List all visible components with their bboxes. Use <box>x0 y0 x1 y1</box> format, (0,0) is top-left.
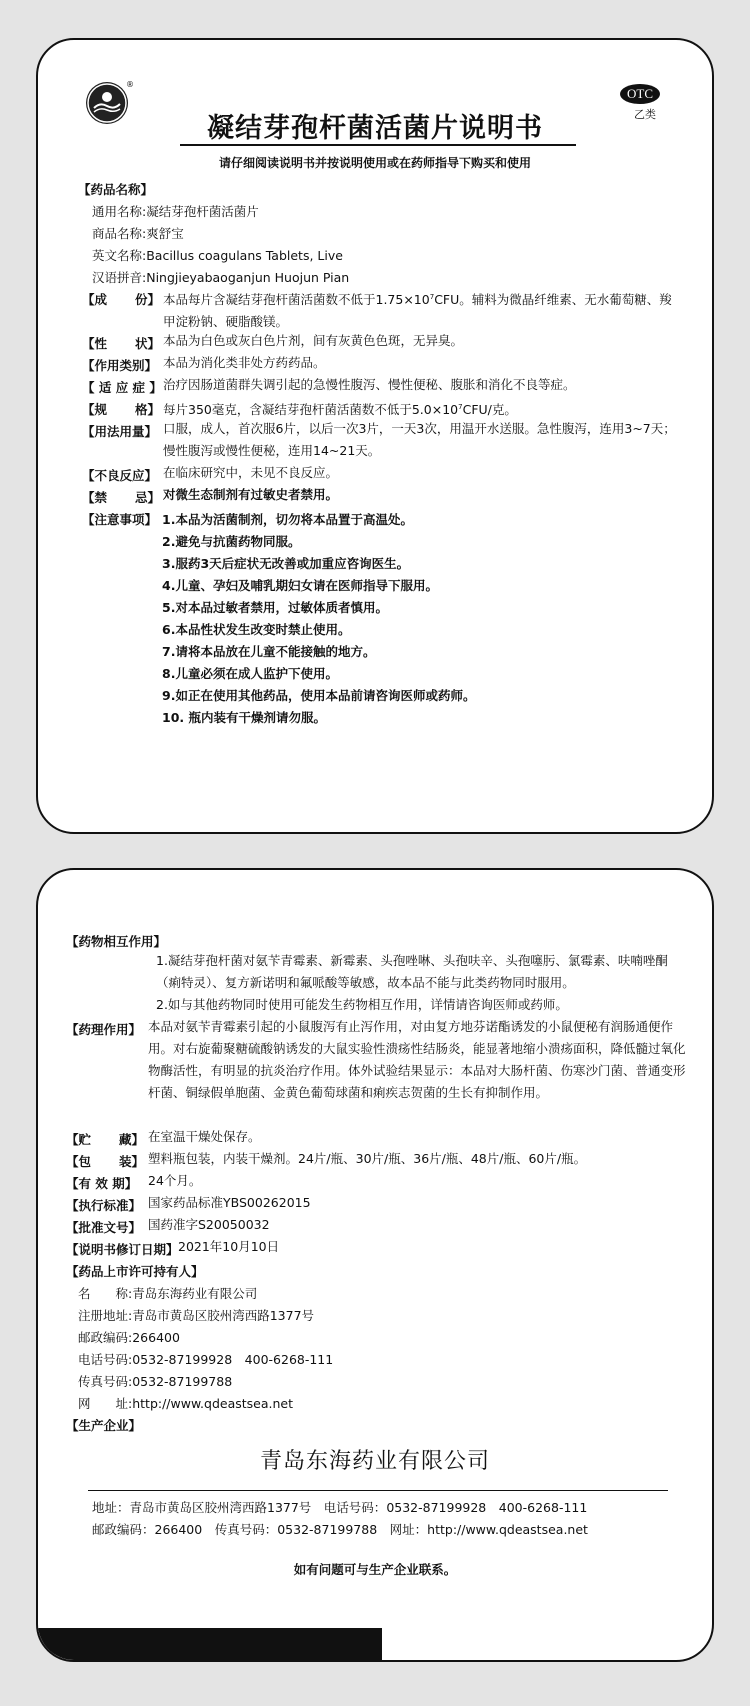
holder-heading: 【药品上市许可持有人】 <box>66 1264 204 1279</box>
approval-text: 国药准字S20050032 <box>148 1217 270 1232</box>
dosage-text: 口服，成人，首次服6片，以后一次3片，一天3次，用温开水送服。急性腹泻，连用3~7天；慢性腹泻或慢性便秘，连用14~21天。 <box>163 421 676 458</box>
interactions-text-1: 1.凝结芽孢杆菌对氨苄青霉素、新霉素、头孢唑啉、头孢呋辛、头孢噻肟、氯霉素、呋喃唑酮（痢特灵）、复方新诺明和氟哌酸等敏感，故本品不能与此类药物同时服用。 <box>156 953 668 990</box>
category-text: 本品为消化类非处方药药品。 <box>163 355 326 370</box>
precaution-item: 8.儿童必须在成人监护下使用。 <box>162 666 338 681</box>
precaution-item: 10. 瓶内装有干燥剂请勿服。 <box>162 710 326 725</box>
title-divider <box>180 144 576 146</box>
package-label: 【包 装】 <box>66 1154 144 1169</box>
contraindications-label: 【禁 忌】 <box>82 490 160 505</box>
page-subtitle: 请仔细阅读说明书并按说明使用或在药师指导下购买和使用 <box>218 156 531 170</box>
holder-phone: 电话号码:0532-87199928 400-6268-111 <box>78 1352 334 1367</box>
precaution-item: 9.如正在使用其他药品，使用本品前请咨询医师或药师。 <box>162 688 476 703</box>
validity-text: 24个月。 <box>148 1173 202 1188</box>
otc-class-label: 乙类 <box>634 108 656 121</box>
precaution-item: 6.本品性状发生改变时禁止使用。 <box>162 622 351 637</box>
holder-postcode: 邮政编码:266400 <box>78 1330 180 1345</box>
precaution-item: 4.儿童、孕妇及哺乳期妇女请在医师指导下服用。 <box>162 578 438 593</box>
footer-line-2: 邮政编码：266400 传真号码：0532-87199788 网址：http://www.qdeastsea.net <box>92 1522 588 1537</box>
interactions-text-2: 2.如与其他药物同时使用可能发生药物相互作用，详情请咨询医师或药师。 <box>156 997 568 1012</box>
holder-website: 网 址:http://www.qdeastsea.net <box>78 1396 293 1411</box>
holder-address: 注册地址:青岛市黄岛区胶州湾西路1377号 <box>78 1308 315 1323</box>
precaution-item: 5.对本品过敏者禁用，过敏体质者慎用。 <box>162 600 388 615</box>
precaution-item: 2.避免与抗菌药物同服。 <box>162 534 301 549</box>
approval-label: 【批准文号】 <box>66 1220 142 1235</box>
adverse-text: 在临床研究中，未见不良反应。 <box>163 465 339 480</box>
precaution-item: 3.服药3天后症状无改善或加重应咨询医生。 <box>162 556 410 571</box>
specification-label: 【规 格】 <box>82 402 160 417</box>
category-label: 【作用类别】 <box>82 358 158 373</box>
contact-note: 如有问题可与生产企业联系。 <box>293 1562 457 1577</box>
footer-divider <box>88 1490 668 1491</box>
pharmacology-text: 本品对氨苄青霉素引起的小鼠腹泻有止泻作用，对由复方地芬诺酯诱发的小鼠便秘有润肠通便作用。对右旋葡聚糖硫酸钠诱发的大鼠实验性溃疡性结肠炎，能显著地缩小溃疡面积，降低髓过氧化物酶活性，有明显的抗炎治疗作用。体外试验结果显示：本品对大肠杆菌、伤寒沙门菌、普通变形杆菌、铜绿假单胞菌、金黄色葡萄球菌和痢疾志贺菌的生长有抑制作用。 <box>148 1019 686 1100</box>
manufacturer-heading: 【生产企业】 <box>66 1418 142 1433</box>
pinyin-name: 汉语拼音:Ningjieyabaoganjun Huojun Pian <box>92 270 350 285</box>
character-label: 【性 状】 <box>82 336 160 351</box>
contraindications-text: 对微生态制剂有过敏史者禁用。 <box>163 487 339 502</box>
english-name: 英文名称:Bacillus coagulans Tablets, Live <box>92 248 343 263</box>
leaflet-page-2 <box>36 868 714 1662</box>
character-text: 本品为白色或灰白色片剂，间有灰黄色色斑，无异臭。 <box>163 333 464 348</box>
bottom-bar <box>38 1632 382 1660</box>
drug-name-heading: 【药品名称】 <box>78 182 154 197</box>
otc-badge: OTC <box>620 84 660 104</box>
precaution-item: 1.本品为活菌制剂，切勿将本品置于高温处。 <box>162 512 413 527</box>
precautions-label: 【注意事项】 <box>82 512 158 527</box>
interactions-heading: 【药物相互作用】 <box>66 934 167 949</box>
dosage-label: 【用法用量】 <box>82 424 158 439</box>
leaflet-page-1 <box>36 38 714 834</box>
validity-label: 【有 效 期】 <box>66 1176 138 1191</box>
precaution-item: 7.请将本品放在儿童不能接触的地方。 <box>162 644 376 659</box>
indications-label: 【 适 应 症 】 <box>82 380 162 395</box>
ingredients-text: 本品每片含凝结芽孢杆菌活菌数不低于$1.75\times 10^7CFU$。辅料为微晶纤维素、无水葡萄糖、羧甲淀粉钠、硬脂酸镁。 <box>163 292 672 330</box>
trade-name: 商品名称:爽舒宝 <box>92 226 184 241</box>
ingredients-label: 【成 份】 <box>82 292 160 307</box>
registered-mark: ® <box>126 80 134 89</box>
generic-name: 通用名称:凝结芽孢杆菌活菌片 <box>92 204 259 219</box>
company-name: 青岛东海药业有限公司 <box>259 1449 490 1474</box>
standard-label: 【执行标准】 <box>66 1198 142 1213</box>
holder-fax: 传真号码:0532-87199788 <box>78 1374 233 1389</box>
storage-text: 在室温干燥处保存。 <box>148 1129 261 1144</box>
indications-text: 治疗因肠道菌群失调引起的急慢性腹泻、慢性便秘、腹胀和消化不良等症。 <box>163 377 576 392</box>
specification-text: 每片350毫克，含凝结芽孢杆菌活菌数不低于$5.0\times 10^7CFU/$克。 <box>163 402 517 418</box>
holder-name: 名 称:青岛东海药业有限公司 <box>78 1286 258 1301</box>
storage-label: 【贮 藏】 <box>66 1132 144 1147</box>
footer-line-1: 地址：青岛市黄岛区胶州湾西路1377号 电话号码：0532-87199928 400-6268-111 <box>92 1500 588 1515</box>
pharmacology-label: 【药理作用】 <box>66 1022 142 1037</box>
adverse-label: 【不良反应】 <box>82 468 158 483</box>
revision-text: 2021年10月10日 <box>178 1239 280 1254</box>
page-title: 凝结芽孢杆菌活菌片说明书 <box>207 113 543 144</box>
standard-text: 国家药品标准YBS00262015 <box>148 1195 311 1210</box>
package-text: 塑料瓶包装，内装干燥剂。24片/瓶、30片/瓶、36片/瓶、48片/瓶、60片/瓶。 <box>148 1151 587 1166</box>
revision-label: 【说明书修订日期】 <box>66 1242 179 1257</box>
